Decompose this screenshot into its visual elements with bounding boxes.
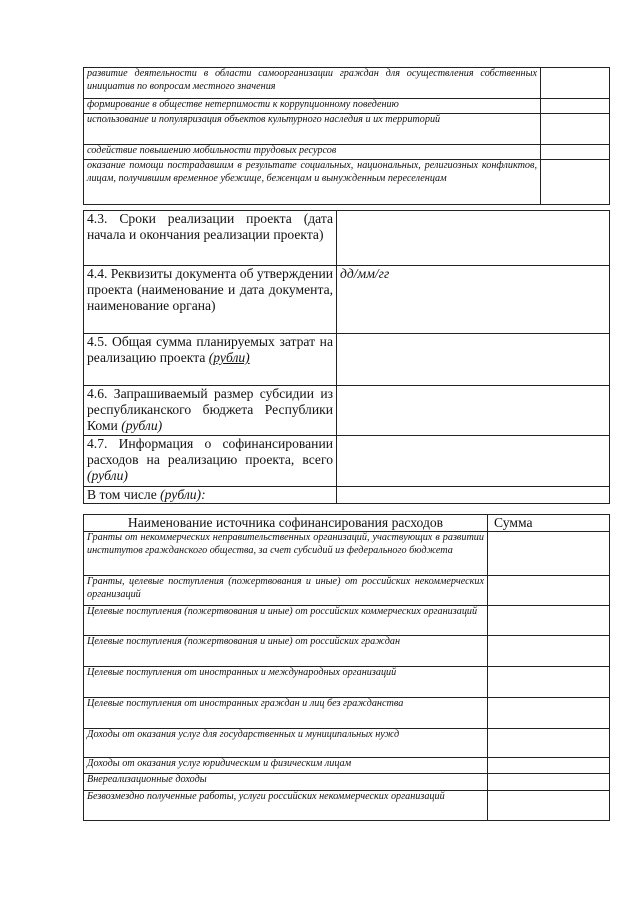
cofinancing-total-unit: (рубли) [87,468,128,483]
direction-checkbox-cell[interactable] [541,68,610,99]
source-name: Доходы от оказания услуг для государственных и муниципальных нужд [84,729,488,758]
subsidy-amount-label [84,386,337,436]
source-sum-cell[interactable] [488,667,610,698]
source-sum-cell[interactable] [488,698,610,729]
info-row-4-4 [84,266,610,334]
including-unit: (рубли): [160,487,206,502]
info-row-4-7 [84,436,610,487]
subsidy-amount-unit: (рубли) [121,418,163,433]
source-sum-cell[interactable] [488,729,610,758]
source-row [84,606,610,636]
source-row [84,758,610,774]
total-costs-label [84,334,337,386]
total-costs-unit: (рубли) [208,350,250,365]
source-name: Гранты от некоммерческих неправительственных организаций, участвующих в развитии институтов гражданского общества, за счет субсидий из федерального бюджета [84,532,488,576]
direction-row [84,99,610,114]
direction-checkbox-cell[interactable] [541,160,610,205]
direction-text: использование и популяризация объектов культурного наследия и их территорий [84,114,541,145]
including-row [84,487,610,504]
source-sum-cell[interactable] [488,606,610,636]
cofinancing-total-value[interactable] [337,436,610,487]
direction-row [84,68,610,99]
source-row [84,698,610,729]
source-row [84,791,610,821]
source-row [84,636,610,667]
subsidy-amount-text: 4.6. Запрашиваемый размер субсидии из республиканского бюджета Республики Коми [87,386,333,433]
direction-checkbox-cell[interactable] [541,114,610,145]
direction-checkbox-cell[interactable] [541,145,610,160]
source-sum-cell[interactable] [488,758,610,774]
source-row [84,667,610,698]
info-row-4-3 [84,211,610,266]
info-row-4-6 [84,386,610,436]
cofinancing-table [83,514,610,821]
direction-text: содействие повышению мобильности трудовых ресурсов [84,145,541,160]
approval-document-value[interactable]: дд/мм/гг [337,266,610,334]
direction-checkbox-cell[interactable] [541,99,610,114]
source-name: Доходы от оказания услуг юридическим и физическим лицам [84,758,488,774]
source-sum-cell[interactable] [488,576,610,606]
direction-row [84,145,610,160]
project-dates-label: 4.3. Сроки реализации проекта (дата начала и окончания реализации проекта) [84,211,337,266]
source-name: Гранты, целевые поступления (пожертвования и иные) от российских некоммерческих организаций [84,576,488,606]
source-sum-cell[interactable] [488,774,610,791]
source-sum-cell[interactable] [488,532,610,576]
source-name: Целевые поступления (пожертвования и иные) от российских коммерческих организаций [84,606,488,636]
cofinancing-total-label [84,436,337,487]
info-row-4-5 [84,334,610,386]
project-info-table [83,210,610,504]
source-name: Внереализационные доходы [84,774,488,791]
source-row [84,729,610,758]
project-dates-value[interactable] [337,211,610,266]
direction-row [84,114,610,145]
including-label [84,487,337,504]
directions-table [83,67,610,205]
direction-text: оказание помощи пострадавшим в результате социальных, национальных, религиозных конфликтов, лицам, получившим временное убежище, беженцам и вынужденным переселенцам [84,160,541,205]
source-sum-cell[interactable] [488,791,610,821]
source-row [84,576,610,606]
source-sum-cell[interactable] [488,636,610,667]
direction-row [84,160,610,205]
subsidy-amount-value[interactable] [337,386,610,436]
including-text: В том числе [87,487,157,502]
approval-document-label: 4.4. Реквизиты документа об утверждении проекта (наименование и дата документа, наименование органа) [84,266,337,334]
source-name: Целевые поступления от иностранных граждан и лиц без гражданства [84,698,488,729]
source-row [84,774,610,791]
source-name: Безвозмездно полученные работы, услуги российских некоммерческих организаций [84,791,488,821]
source-name: Целевые поступления (пожертвования и иные) от российских граждан [84,636,488,667]
source-name: Целевые поступления от иностранных и международных организаций [84,667,488,698]
total-costs-text: 4.5. Общая сумма планируемых затрат на реализацию проекта [87,334,333,365]
source-row [84,532,610,576]
including-value[interactable] [337,487,610,504]
cofinancing-total-text: 4.7. Информация о софинансировании расходов на реализацию проекта, всего [87,436,333,467]
sum-column-header: Сумма [488,515,610,532]
source-column-header: Наименование источника софинансирования расходов [84,515,488,532]
cofinancing-header-row [84,515,610,532]
direction-text: развитие деятельности в области самоорганизации граждан для осуществления собственных инициатив по вопросам местного значения [84,68,541,99]
total-costs-value[interactable] [337,334,610,386]
direction-text: формирование в обществе нетерпимости к коррупционному поведению [84,99,541,114]
